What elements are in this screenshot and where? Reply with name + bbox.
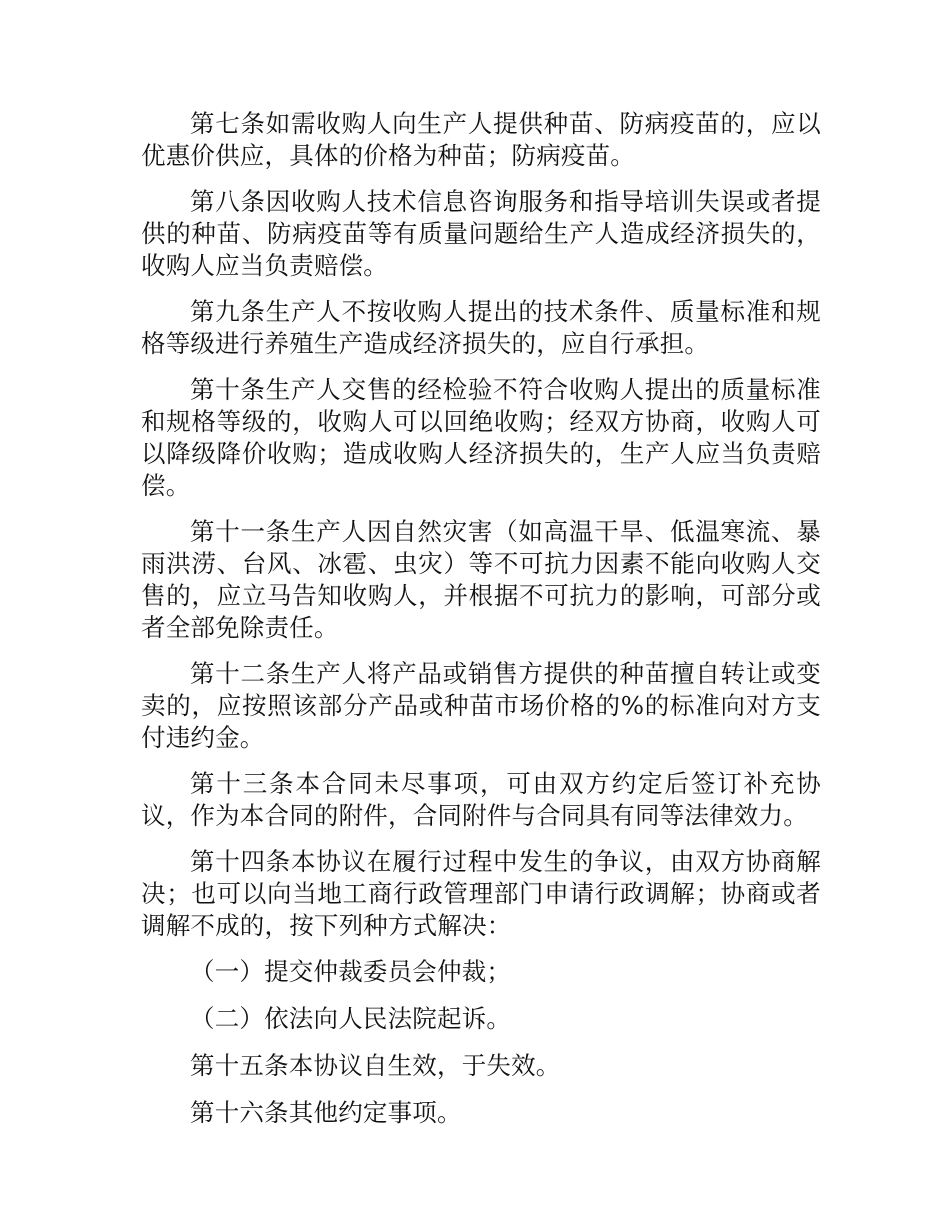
document-body [141, 108, 821, 1144]
clause-10: 第十条生产人交售的经检验不符合收购人提出的质量标准和规格等级的，收购人可以回绝收购；经双方协商，收购人可以降级降价收购；造成收购人经济损失的，生产人应当负责赔偿。 [141, 375, 821, 500]
clause-14: 第十四条本协议在履行过程中发生的争议，由双方协商解决；也可以向当地工商行政管理部门申请行政调解；协商或者调解不成的，按下列种方式解决： [141, 847, 821, 940]
clause-8: 第八条因收购人技术信息咨询服务和指导培训失误或者提供的种苗、防病疫苗等有质量问题给生产人造成经济损失的，收购人应当负责赔偿。 [141, 187, 821, 280]
dispute-option-2: （二）依法向人民法院起诉。 [190, 1004, 512, 1033]
clause-15: 第十五条本协议自生效，于失效。 [190, 1051, 561, 1080]
clause-9: 第九条生产人不按收购人提出的技术条件、质量标准和规格等级进行养殖生产造成经济损失的，应自行承担。 [141, 297, 821, 358]
clause-16: 第十六条其他约定事项。 [190, 1098, 462, 1127]
clause-7: 第七条如需收购人向生产人提供种苗、防病疫苗的，应以优惠价供应，具体的价格为种苗；防病疫苗。 [141, 109, 821, 170]
dispute-option-1: （一）提交仲裁委员会仲裁； [190, 957, 512, 986]
clause-11: 第十一条生产人因自然灾害（如高温干旱、低温寒流、暴雨洪涝、台风、冰雹、虫灾）等不可抗力因素不能向收购人交售的，应立马告知收购人，并根据不可抗力的影响，可部分或者全部免除责任。 [141, 517, 821, 642]
clause-12: 第十二条生产人将产品或销售方提供的种苗擅自转让或变卖的，应按照该部分产品或种苗市场价格的%的标准向对方支付违约金。 [141, 659, 821, 752]
clause-13: 第十三条本合同未尽事项，可由双方约定后签订补充协议，作为本合同的附件，合同附件与合同具有同等法律效力。 [141, 769, 821, 830]
